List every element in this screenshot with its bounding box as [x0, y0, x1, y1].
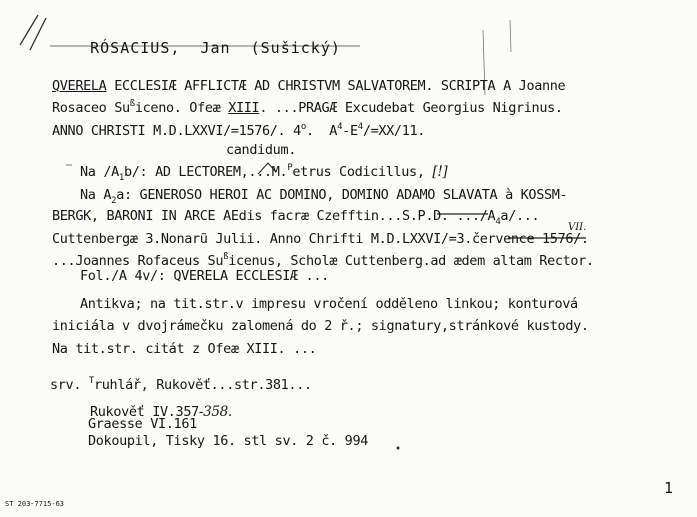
contents-3b: .../A — [448, 208, 496, 224]
handwritten-note: [!] — [432, 164, 448, 180]
contents-line-3 — [52, 208, 539, 226]
reference-dokoupil: Dokoupil, Tisky 16. stl sv. 2 č. 994 — [88, 433, 368, 449]
srv-sup: T — [88, 376, 94, 386]
contents-1d: etrus Codicillus, — [292, 164, 425, 180]
contents-1b: b/: AD LECTOREM — [123, 164, 241, 180]
contents-3c: a/... — [500, 208, 540, 224]
contents-2-sub: 2 — [111, 196, 117, 206]
author-surname: RÓSACIUS, — [90, 39, 181, 57]
title-line-1 — [52, 78, 565, 94]
title-line-2 — [52, 100, 563, 118]
title-sup-3c: 4 — [357, 122, 363, 132]
contents-5b: icenus, Scholæ Cuttenberg.ad ædem altam Rector. — [228, 253, 594, 269]
contents-3a: BERGK, BARONI IN ARCE AEdis facræ Czefftin... — [52, 208, 402, 224]
title-sup-2: ß — [129, 99, 135, 109]
contents-1a: Na /A — [80, 164, 119, 180]
title-word-querela: QVERELA — [52, 78, 107, 94]
title-line-3 — [52, 123, 425, 141]
title-text-1: ECCLESIÆ AFFLICTÆ AD CHRISTVM SALVATOREM. SCRIPTA A Joanne — [106, 78, 566, 94]
rukovet-text: Rukověť IV.357 — [90, 404, 199, 420]
title-sup-3b: 4 — [337, 122, 343, 132]
title-sup-3a: o — [300, 122, 306, 132]
contents-1-sub: 1 — [118, 173, 124, 183]
srv-text: ruhlář, Rukověť...str.381... — [93, 377, 312, 393]
card-number: 1 — [664, 479, 673, 497]
struck-spd: S.P.D. — [402, 208, 449, 224]
contents-line-6: Fol./A 4v/: QVERELA ECCLESIÆ ... — [80, 268, 329, 284]
contents-3-sub: 4 — [495, 217, 501, 227]
author-firstname: Jan — [200, 39, 231, 57]
card-heading — [50, 24, 341, 72]
reference-graesse: Graesse VI.161 — [88, 416, 197, 432]
author-alias: (Sušický) — [250, 39, 341, 57]
print-code: ST 203-7715-63 — [5, 500, 65, 508]
contents-4a: Cuttenbergæ 3.Nonarũ Julii. Anno Chrifti M.D.LXXVI/=3. — [52, 231, 472, 247]
description-line-1: Antikva; na tit.str.v impresu vročení odděleno linkou; konturová — [80, 296, 578, 312]
contents-line-2 — [80, 187, 567, 205]
title-text-3a: ANNO CHRISTI M.D.LXXVI/=1576/. 4 — [52, 123, 301, 139]
contents-1-sup: P — [287, 163, 293, 173]
description-line-2: iniciála v dvojrámečku zalomená do 2 ř.; signatury,stránkové kustody. — [52, 318, 589, 334]
contents-2a: Na A — [80, 187, 112, 203]
struck-cervence: července — [472, 231, 535, 247]
contents-line-4 — [52, 231, 589, 247]
title-text-2a: Rosaceo Su — [52, 100, 130, 116]
handwritten-358: -358. — [198, 404, 232, 420]
see-also-line — [50, 377, 312, 395]
title-text-2b: iceno. Ofeæ — [134, 100, 229, 116]
contents-4b: 1576/. — [534, 231, 589, 247]
title-text-3d: /=XX/11. — [362, 123, 426, 139]
title-underlined-xiii: XIII — [228, 100, 260, 116]
title-text-3c: -E — [342, 123, 358, 139]
title-text-2c: . ...PRAGÆ Excudebat Georgius Nigrinus. — [259, 100, 563, 116]
handwritten-vii: VII. — [568, 222, 587, 233]
title-text-3b: . A — [305, 123, 338, 139]
contents-line-1 — [80, 164, 447, 182]
contents-1c: ,...M. — [240, 164, 288, 180]
contents-5a: ...Joannes Rofaceus Su — [52, 253, 224, 269]
contents-5-sup: ß — [223, 252, 229, 262]
handwritten-candidum: candidum. — [226, 142, 296, 158]
description-line-3: Na tit.str. citát z Ofeæ XIII. ... — [52, 341, 317, 357]
srv-prefix: srv. — [50, 377, 82, 393]
contents-2b: a: GENEROSO HEROI AC DOMINO, DOMINO ADAMO SLAVATA à KOSSM- — [116, 187, 568, 203]
